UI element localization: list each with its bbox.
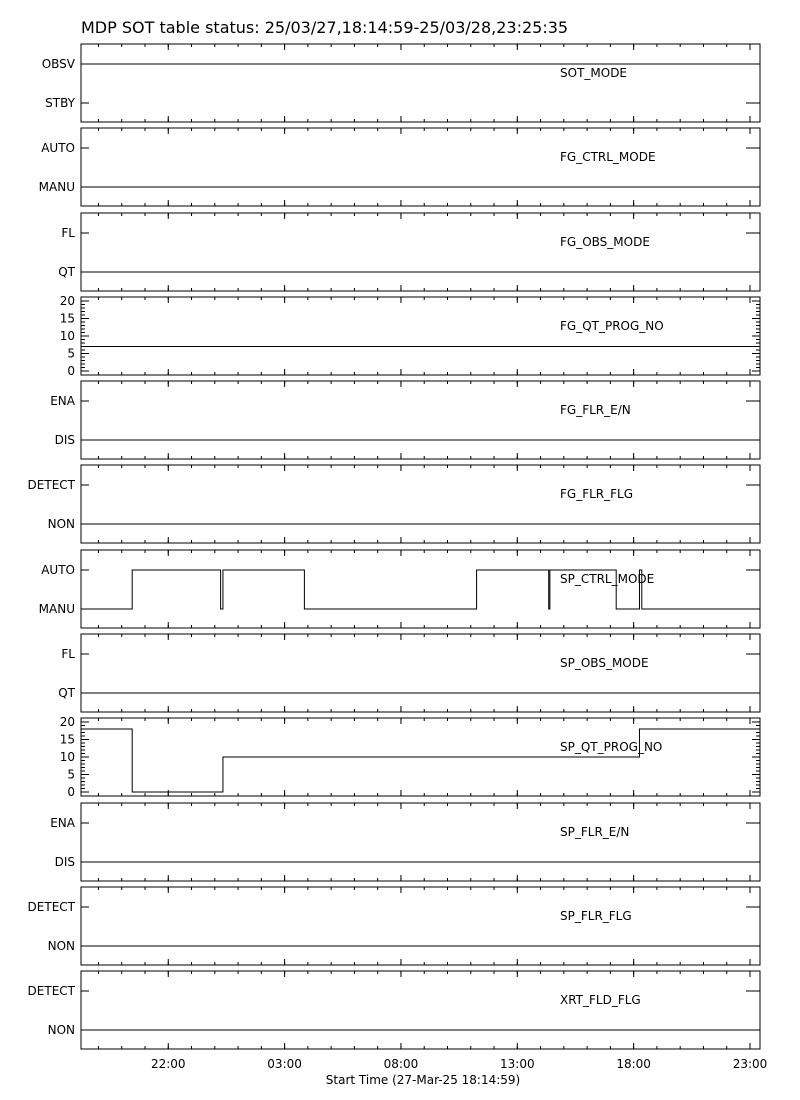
panel-frame [81, 803, 760, 881]
panels-group [28, 44, 760, 1049]
panel-label: SP_OBS_MODE [560, 656, 649, 670]
panel-1 [42, 44, 760, 122]
y-tick-label: AUTO [41, 563, 75, 577]
y-tick-label: 0 [67, 364, 75, 378]
y-tick-label: 5 [67, 767, 75, 782]
x-tick-label: 18:00 [616, 1057, 651, 1071]
panel-9 [60, 715, 760, 799]
y-tick-label: FL [61, 647, 75, 661]
panel-3 [58, 213, 760, 291]
panel-11 [28, 887, 760, 965]
x-axis-label: Start Time (27-Mar-25 18:14:59) [325, 1073, 521, 1087]
series-line [81, 570, 760, 609]
y-tick-label: QT [58, 265, 75, 279]
panel-frame [81, 550, 760, 628]
panel-label: SOT_MODE [560, 66, 628, 80]
panel-frame [81, 634, 760, 712]
panel-label: FG_FLR_FLG [560, 487, 634, 501]
y-tick-label: AUTO [41, 141, 75, 155]
panel-frame [81, 887, 760, 965]
panel-label: SP_QT_PROG_NO [560, 740, 663, 754]
y-tick-label: 15 [59, 732, 75, 747]
panel-label: SP_CTRL_MODE [560, 572, 655, 586]
y-tick-label: QT [58, 686, 75, 700]
y-tick-label: 10 [59, 329, 75, 343]
panel-frame [81, 44, 760, 122]
y-tick-label: DETECT [27, 984, 75, 998]
y-tick-label: DIS [54, 433, 75, 447]
x-tick-label: 22:00 [150, 1057, 186, 1071]
x-axis [151, 1057, 767, 1071]
y-tick-label: NON [47, 939, 75, 953]
y-tick-label: MANU [38, 602, 75, 616]
x-tick-label: 08:00 [383, 1057, 419, 1071]
y-tick-label: ENA [50, 816, 75, 830]
panel-label: SP_FLR_E/N [560, 825, 630, 839]
panel-10 [50, 803, 760, 881]
y-tick-label: 20 [59, 294, 75, 308]
panel-label: XRT_FLD_FLG [560, 993, 641, 1007]
panel-label: SP_FLR_FLG [560, 909, 632, 923]
panel-label: FG_QT_PROG_NO [560, 319, 664, 333]
panel-12 [28, 971, 760, 1049]
y-tick-label: DETECT [27, 478, 75, 492]
panel-label: FG_FLR_E/N [560, 403, 631, 417]
y-tick-label: STBY [45, 96, 75, 110]
panel-frame [81, 381, 760, 459]
panel-frame [81, 297, 760, 375]
panel-frame [81, 971, 760, 1049]
y-tick-label: NON [47, 517, 75, 531]
y-tick-label: 0 [67, 785, 75, 799]
panel-6 [28, 465, 760, 543]
y-tick-label: 15 [59, 311, 75, 326]
panel-frame [81, 128, 760, 206]
panel-label: FG_OBS_MODE [560, 235, 650, 249]
panel-label: FG_CTRL_MODE [560, 150, 656, 164]
y-tick-label: DIS [54, 855, 75, 869]
y-tick-label: FL [61, 226, 75, 240]
panel-frame [81, 465, 760, 543]
panel-2 [39, 128, 760, 206]
panel-8 [58, 634, 760, 712]
panel-7 [39, 550, 760, 628]
panel-frame [81, 213, 760, 291]
series-line [81, 729, 760, 792]
y-tick-label: NON [47, 1023, 75, 1037]
x-tick-label: 03:00 [267, 1057, 302, 1071]
y-tick-label: 5 [67, 346, 75, 361]
y-tick-label: 10 [59, 750, 75, 764]
chart-title: MDP SOT table status: 25/03/27,18:14:59-25/03/28,23:25:35 [81, 18, 569, 37]
y-tick-label: ENA [50, 394, 75, 408]
x-tick-label: 13:00 [500, 1057, 535, 1071]
panel-4 [60, 294, 760, 378]
panel-5 [50, 381, 760, 459]
y-tick-label: MANU [38, 180, 75, 194]
y-tick-label: DETECT [27, 900, 75, 914]
y-tick-label: 20 [59, 715, 75, 729]
y-tick-label: OBSV [41, 57, 75, 71]
x-tick-label: 23:00 [732, 1057, 768, 1071]
